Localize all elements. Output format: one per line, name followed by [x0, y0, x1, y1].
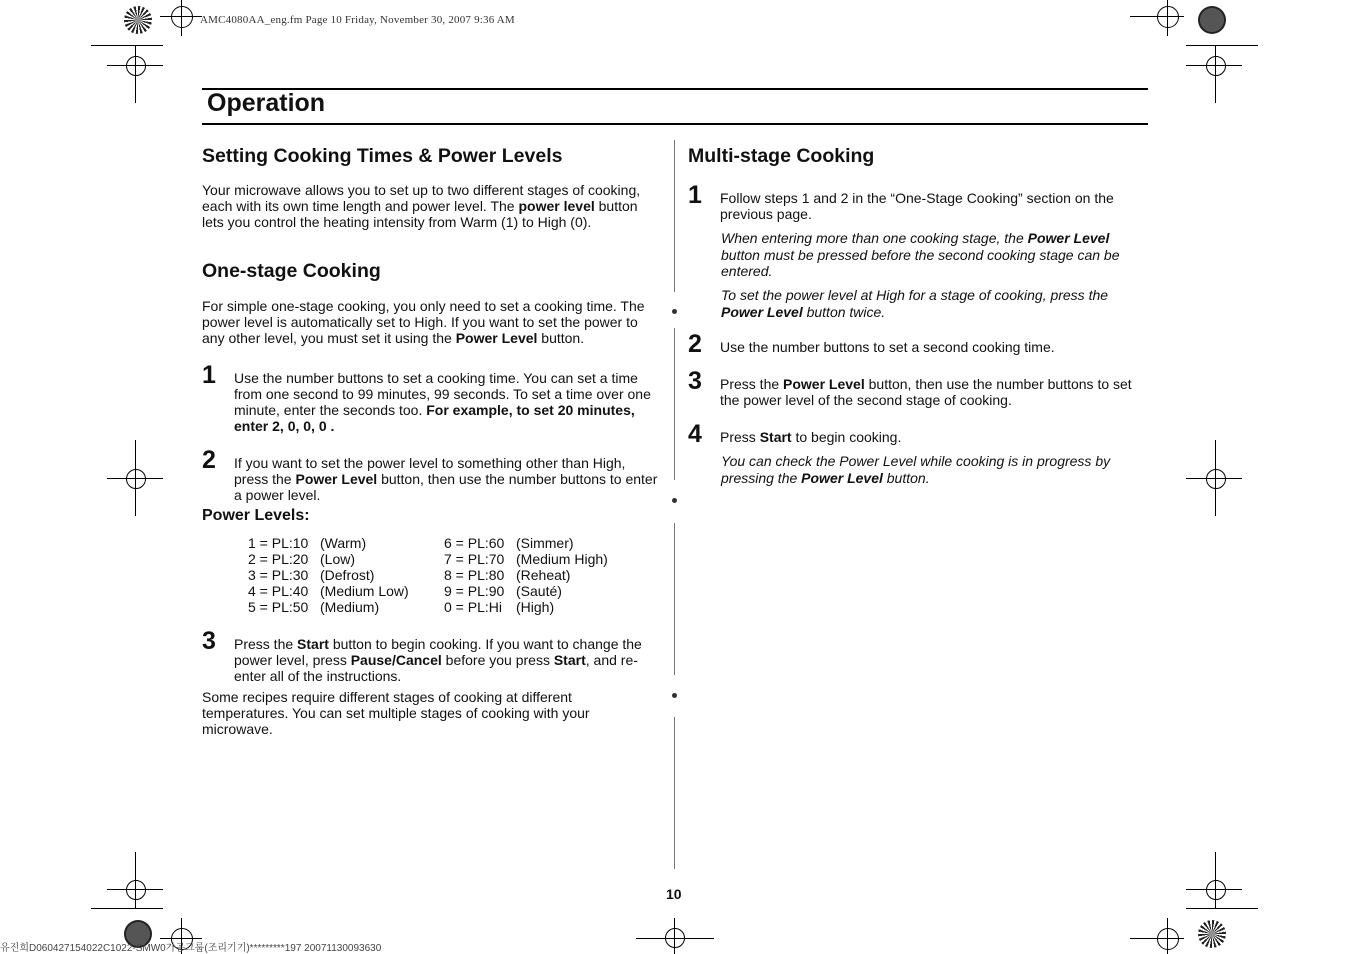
page-number: 10 — [666, 886, 682, 902]
crosshair-icon — [126, 880, 146, 900]
crosshair-icon — [126, 56, 146, 76]
header-rule-top — [202, 88, 1148, 90]
table-row: 3 = PL:30 (Defrost) 8 = PL:80 (Reheat) — [248, 567, 571, 583]
table-row: 1 = PL:10 (Warm) 6 = PL:60 (Simmer) — [248, 535, 574, 551]
column-divider — [674, 717, 675, 869]
file-info: AMC4080AA_eng.fm Page 10 Friday, November 30, 2007 9:36 AM — [200, 14, 515, 26]
table-row: 5 = PL:50 (Medium) 0 = PL:Hi (High) — [248, 599, 555, 615]
registration-target-icon — [1198, 920, 1226, 948]
divider-dot — [672, 693, 677, 698]
page-title: Operation — [207, 89, 326, 117]
divider-dot — [672, 498, 677, 503]
step-number: 2 — [688, 330, 702, 358]
step-text: Use the number buttons to set a second cooking time. — [720, 339, 1055, 355]
section-title: One-stage Cooking — [202, 260, 381, 282]
power-levels-heading: Power Levels: — [202, 507, 310, 524]
step-number: 1 — [688, 181, 702, 209]
section-intro: Your microwave allows you to set up to two different stages of cooking, each with its own time length and power level. The power level button lets you control the heating intensity from Warm (1) to High (0). — [202, 182, 641, 230]
crosshair-icon — [1157, 6, 1179, 28]
crosshair-icon — [1206, 56, 1226, 76]
step-note: When entering more than one cooking stage, the Power Level button must be pressed before the second cooking stage can be entered. — [721, 230, 1120, 279]
section-intro: For simple one-stage cooking, you only need to set a cooking time. The power level is automatically set to High. If you want to set the power to any other level, you must set it using the Power Level button. — [202, 298, 645, 346]
step-note: To set the power level at High for a stage of cooking, press the Power Level button twice. — [721, 287, 1109, 320]
section-title: Multi-stage Cooking — [688, 145, 875, 167]
step-text: Press Start to begin cooking. — [720, 429, 902, 445]
step-text: Press the Power Level button, then use the number buttons to set the power level of the second stage of cooking. — [720, 376, 1132, 408]
header-rule-bottom — [202, 123, 1148, 125]
column-divider — [674, 140, 675, 292]
step-number: 3 — [202, 627, 216, 655]
registration-target-icon — [1198, 6, 1226, 34]
column-divider — [674, 328, 675, 480]
table-row: 2 = PL:20 (Low) 7 = PL:70 (Medium High) — [248, 551, 608, 567]
step-text: Press the Start button to begin cooking. If you want to change the power level, press Pause/Cancel before you press Start, and re-enter all of the instructions. — [234, 636, 642, 684]
step-text: Follow steps 1 and 2 in the “One-Stage Cooking” section on the previous page. — [720, 190, 1114, 222]
crosshair-icon — [1157, 928, 1179, 950]
crosshair-icon — [1206, 469, 1226, 489]
power-levels-table — [248, 535, 608, 615]
step-text: Use the number buttons to set a cooking time. You can set a time from one second to 99 minutes, 99 seconds. To set a time over one minute, enter the seconds too. For example, to set 20 minutes, enter 2, 0, 0, 0 . — [234, 370, 651, 434]
step-number: 1 — [202, 361, 216, 389]
step-number: 3 — [688, 367, 702, 395]
closing-paragraph: Some recipes require different stages of cooking at different temperatures. You can set multiple stages of cooking with your microwave. — [202, 689, 590, 737]
crosshair-icon — [171, 6, 193, 28]
step-number: 2 — [202, 446, 216, 474]
column-divider — [674, 523, 675, 675]
table-row: 4 = PL:40 (Medium Low) 9 = PL:90 (Sauté) — [248, 583, 562, 599]
crosshair-icon — [1206, 880, 1226, 900]
step-number: 4 — [688, 420, 702, 448]
section-title: Setting Cooking Times & Power Levels — [202, 145, 563, 167]
divider-dot — [672, 309, 677, 314]
step-text: If you want to set the power level to something other than High, press the Power Level button, then use the number buttons to enter a power level. — [234, 455, 658, 503]
step-note: You can check the Power Level while cooking is in progress by pressing the Power Level button. — [721, 453, 1111, 486]
registration-target-icon — [124, 6, 152, 34]
print-code: 유진희D060427154022C1022-SMW0가공그룹(조리기기)*********197 20071130093630 — [0, 943, 382, 954]
crosshair-icon — [126, 469, 146, 489]
